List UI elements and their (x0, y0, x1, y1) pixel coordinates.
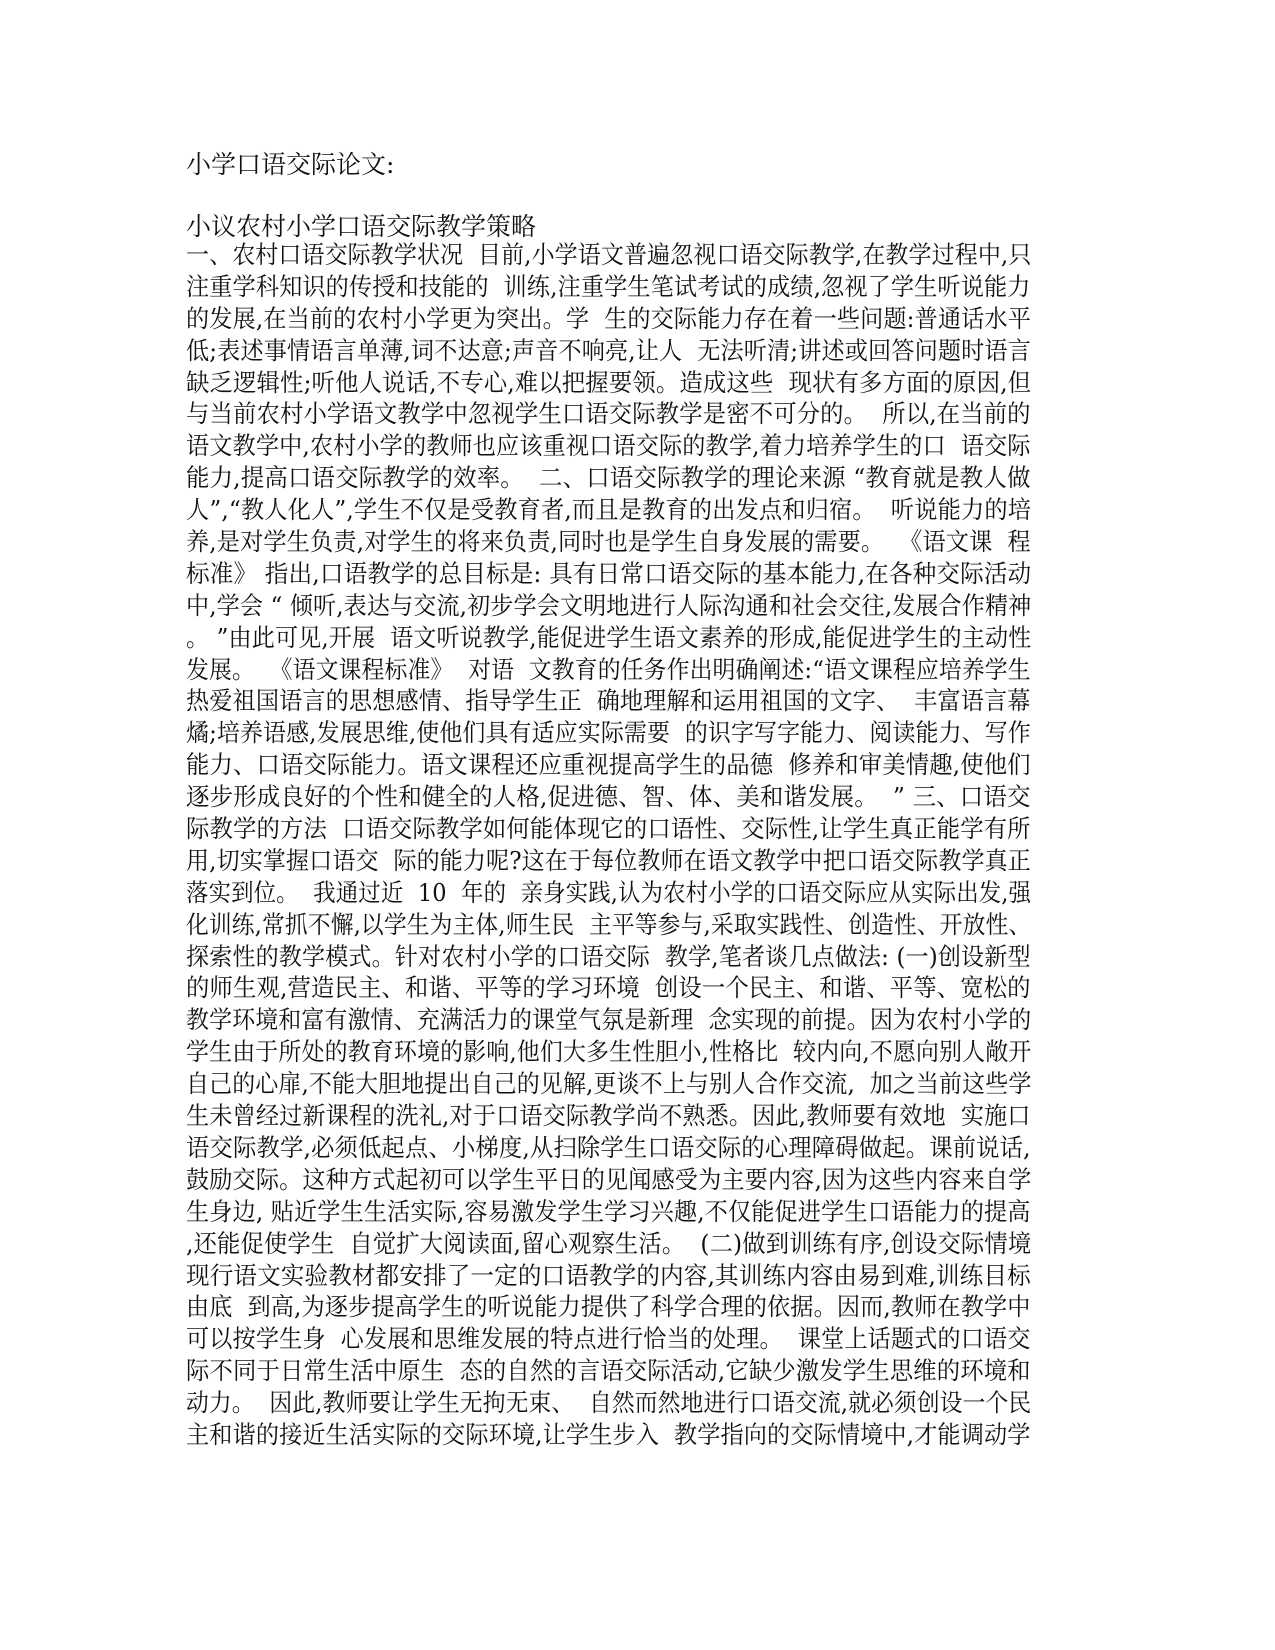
document-body (186, 239, 1086, 1451)
body-line: 一、农村口语交际教学状况 目前,小学语文普遍忽视口语交际教学,在教学过程中,只 (186, 240, 1032, 269)
body-line: 标准》 指出,口语教学的总目标是: 具有日常口语交际的基本能力,在各种交际活动 (186, 558, 1032, 588)
body-line: 学生由于所处的教育环境的影响,他们大多生性胆小,性格比 较内向,不愿向别人敞开 (186, 1037, 1032, 1067)
body-line: 中,学会 “ 倾听,表达与交流,初步学会文明地进行人际沟通和社会交往,发展合作精神 (186, 590, 1032, 620)
body-line: 语文教学中,农村小学的教师也应该重视口语交际的教学,着力培养学生的口 语交际 (186, 431, 1031, 461)
body-line: 缺乏逻辑性;听他人说话,不专心,难以把握要领。造成这些 现状有多方面的原因,但 (186, 367, 1032, 397)
body-line: ,还能促使学生 自觉扩大阅读面,留心观察生活。 (二)做到训练有序,创设交际情境 (186, 1228, 1032, 1258)
body-line: 低;表述事情语言单薄,词不达意;声音不响亮,让人 无法听清;讲述或回答问题时语言 (186, 335, 1031, 365)
document-heading: 小学口语交际论文: (186, 150, 395, 179)
body-line: 注重学科知识的传授和技能的 训练,注重学生笔试考试的成绩,忽视了学生听说能力 (186, 271, 1031, 301)
body-line: 的发展,在当前的农村小学更为突出。学 生的交际能力存在着一些问题:普通话水平 (186, 303, 1031, 333)
body-line: 鼓励交际。这种方式起初可以学生平日的见闻感受为主要内容,因为这些内容来自学 (186, 1164, 1032, 1194)
body-line: 生未曾经过新课程的洗礼,对于口语交际教学尚不熟悉。因此,教师要有效地 实施口 (186, 1101, 1031, 1131)
body-line: 由底 到高,为逐步提高学生的听说能力提供了科学合理的依据。因而,教师在教学中 (186, 1292, 1031, 1322)
body-line: 能力、口语交际能力。语文课程还应重视提高学生的品德 修养和审美情趣,使他们 (186, 750, 1031, 780)
body-line: 教学环境和富有激情、充满活力的课堂气氛是新理 念实现的前提。因为农村小学的 (186, 1005, 1032, 1035)
body-line: 际不同于日常生活中原生 态的自然的言语交际活动,它缺少激发学生思维的环境和 (186, 1356, 1031, 1386)
document-title: 小议农村小学口语交际教学策略 (186, 212, 537, 241)
body-line: 燏;培养语感,发展思维,使他们具有适应实际需要 的识字写字能力、阅读能力、写作 (186, 718, 1031, 748)
body-line: 落实到位。 我通过近 10 年的 亲身实践,认为农村小学的口语交际应从实际出发,强 (186, 877, 1032, 907)
body-line: 化训练,常抓不懈,以学生为主体,师生民 主平等参与,采取实践性、创造性、开放性、 (186, 909, 1032, 939)
body-line: 生身边, 贴近学生生活实际,容易激发学生学习兴趣,不仅能促进学生口语能力的提高 (186, 1196, 1031, 1226)
body-line: 用,切实掌握口语交 际的能力呢?这在于每位教师在语文教学中把口语交际教学真正 (186, 845, 1031, 875)
body-line: 热爱祖国语言的思想感情、指导学生正 确地理解和运用祖国的文字、 丰富语言幕 (186, 686, 1031, 716)
body-line: 与当前农村小学语文教学中忽视学生口语交际教学是密不可分的。 所以,在当前的 (186, 399, 1031, 429)
body-line: 能力,提高口语交际教学的效率。 二、口语交际教学的理论来源 “教育就是教人做 (186, 463, 1031, 493)
body-line: 现行语文实验教材都安排了一定的口语教学的内容,其训练内容由易到难,训练目标 (186, 1260, 1031, 1290)
body-line: 探索性的教学模式。针对农村小学的口语交际 教学,笔者谈几点做法: (一)创设新型 (186, 941, 1031, 971)
body-line: 。 ”由此可见,开展 语文听说教学,能促进学生语文素养的形成,能促进学生的主动性 (186, 622, 1032, 652)
body-line: 际教学的方法 口语交际教学如何能体现它的口语性、交际性,让学生真正能学有所 (186, 814, 1031, 844)
body-line: 养,是对学生负责,对学生的将来负责,同时也是学生自身发展的需要。 《语文课 程 (186, 527, 1031, 557)
body-line: 发展。 《语文课程标准》 对语 文教育的任务作出明确阐述:“语文课程应培养学生 (186, 654, 1031, 684)
body-line: 语交际教学,必须低起点、小梯度,从扫除学生口语交际的心理障碍做起。课前说话, (186, 1132, 1031, 1162)
body-line: 主和谐的接近生活实际的交际环境,让学生步入 教学指向的交际情境中,才能调动学 (186, 1419, 1031, 1449)
body-line: 自己的心扉,不能大胆地提出自己的见解,更谈不上与别人合作交流, 加之当前这些学 (186, 1069, 1032, 1099)
body-line: 逐步形成良好的个性和健全的人格,促进德、智、体、美和谐发展。 ” 三、口语交 (186, 782, 1031, 812)
body-line: 的师生观,营造民主、和谐、平等的学习环境 创设一个民主、和谐、平等、宽松的 (186, 973, 1031, 1003)
body-line: 动力。 因此,教师要让学生无拘无束、 自然而然地进行口语交流,就必须创设一个民 (186, 1388, 1032, 1418)
body-line: 可以按学生身 心发展和思维发展的特点进行恰当的处理。 课堂上话题式的口语交 (186, 1324, 1031, 1354)
body-line: 人”,“教人化人”,学生不仅是受教育者,而且是教育的出发点和归宿。 听说能力的培 (186, 495, 1032, 525)
